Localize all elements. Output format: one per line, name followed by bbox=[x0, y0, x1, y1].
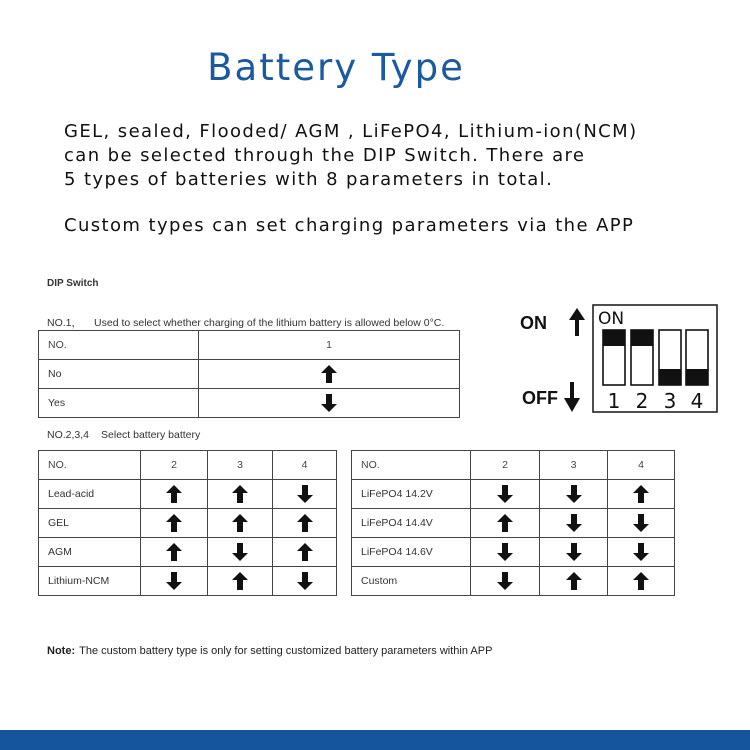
table-row bbox=[39, 538, 337, 567]
arrow-down-icon bbox=[566, 543, 582, 561]
row-label: AGM bbox=[39, 538, 141, 567]
arrow-up-icon bbox=[321, 365, 337, 383]
table-row bbox=[352, 480, 675, 509]
header-cell-switch-2: 2 bbox=[141, 451, 208, 480]
switch-state-cell bbox=[141, 567, 208, 596]
switch-state-cell bbox=[540, 538, 608, 567]
switch-state-cell bbox=[141, 509, 208, 538]
arrow-down-icon bbox=[633, 543, 649, 561]
section1-table bbox=[38, 330, 460, 418]
table-row bbox=[352, 567, 675, 596]
switch-state-cell bbox=[273, 480, 337, 509]
arrow-down-icon bbox=[497, 572, 513, 590]
header-cell-switch-3: 3 bbox=[540, 451, 608, 480]
table-header-row bbox=[39, 451, 337, 480]
note-label: Note: bbox=[47, 645, 76, 657]
page-title: Battery Type bbox=[207, 46, 465, 89]
description-line-2: can be selected through the DIP Switch. There are bbox=[64, 145, 586, 166]
table-row bbox=[39, 567, 337, 596]
dip-switch-heading: DIP Switch bbox=[47, 278, 99, 289]
arrow-up-icon bbox=[166, 514, 182, 532]
switch-state-cell bbox=[471, 567, 540, 596]
switch-state-cell bbox=[199, 360, 460, 389]
arrow-up-icon bbox=[633, 572, 649, 590]
table-row bbox=[39, 509, 337, 538]
on-label: ON bbox=[520, 313, 547, 333]
switch-state-cell bbox=[208, 480, 273, 509]
table-header-row bbox=[39, 331, 460, 360]
arrow-up-icon bbox=[232, 572, 248, 590]
table-header-row bbox=[352, 451, 675, 480]
arrow-down-icon bbox=[566, 514, 582, 532]
arrow-down-icon bbox=[497, 543, 513, 561]
battery-table-left bbox=[38, 450, 337, 596]
table-row bbox=[352, 538, 675, 567]
dip-switch-graphic bbox=[520, 300, 720, 420]
switch-state-cell bbox=[608, 480, 675, 509]
dip-switch-knob bbox=[631, 330, 653, 346]
header-cell-no: NO. bbox=[39, 451, 141, 480]
row-label: LiFePO4 14.6V bbox=[352, 538, 471, 567]
note-text: The custom battery type is only for setting customized battery parameters within APP bbox=[79, 645, 493, 657]
switch-state-cell bbox=[208, 538, 273, 567]
description-custom-line: Custom types can set charging parameters via the APP bbox=[64, 215, 635, 236]
dip-switch-number: 4 bbox=[690, 389, 704, 413]
footer-bar bbox=[0, 730, 750, 750]
arrow-up-icon bbox=[232, 514, 248, 532]
table-row bbox=[352, 509, 675, 538]
switch-state-cell bbox=[608, 567, 675, 596]
section2-number: NO.2,3,4 bbox=[47, 429, 90, 441]
switch-state-cell bbox=[608, 509, 675, 538]
header-cell-switch-2: 2 bbox=[471, 451, 540, 480]
row-label: Custom bbox=[352, 567, 471, 596]
row-label: GEL bbox=[39, 509, 141, 538]
switch-state-cell bbox=[471, 538, 540, 567]
row-label: Lead-acid bbox=[39, 480, 141, 509]
section2-caption bbox=[47, 429, 212, 441]
table-row bbox=[39, 360, 460, 389]
dip-switch-number: 1 bbox=[607, 389, 621, 413]
dip-switch-knob bbox=[686, 369, 708, 385]
row-label: LiFePO4 14.4V bbox=[352, 509, 471, 538]
dip-switch-number: 3 bbox=[663, 389, 677, 413]
switch-state-cell bbox=[540, 480, 608, 509]
section1-text: Used to select whether charging of the lithium battery is allowed below 0°C. bbox=[94, 317, 445, 329]
table-row bbox=[39, 389, 460, 418]
switch-state-cell bbox=[273, 538, 337, 567]
description-line-3: 5 types of batteries with 8 parameters in total. bbox=[64, 169, 554, 190]
arrow-up-icon bbox=[569, 308, 585, 336]
description-line-1: GEL, sealed, Flooded/ AGM , LiFePO4, Lithium-ion(NCM) bbox=[64, 121, 638, 142]
switch-state-cell bbox=[608, 538, 675, 567]
arrow-down-icon bbox=[297, 485, 313, 503]
switch-state-cell bbox=[471, 509, 540, 538]
arrow-up-icon bbox=[166, 543, 182, 561]
arrow-up-icon bbox=[297, 543, 313, 561]
row-label: No bbox=[39, 360, 199, 389]
note bbox=[47, 645, 492, 657]
header-cell-switch-4: 4 bbox=[608, 451, 675, 480]
arrow-up-icon bbox=[633, 485, 649, 503]
switch-state-cell bbox=[199, 389, 460, 418]
arrow-up-icon bbox=[232, 485, 248, 503]
switch-state-cell bbox=[273, 567, 337, 596]
switch-state-cell bbox=[471, 480, 540, 509]
row-label: LiFePO4 14.2V bbox=[352, 480, 471, 509]
arrow-down-icon bbox=[321, 394, 337, 412]
header-cell-switch-4: 4 bbox=[273, 451, 337, 480]
dip-top-label: ON bbox=[598, 309, 625, 329]
arrow-down-icon bbox=[566, 485, 582, 503]
switch-state-cell bbox=[141, 538, 208, 567]
arrow-up-icon bbox=[297, 514, 313, 532]
switch-state-cell bbox=[540, 567, 608, 596]
arrow-down-icon bbox=[297, 572, 313, 590]
dip-switch-knob bbox=[659, 369, 681, 385]
section1-caption bbox=[47, 315, 456, 330]
switch-state-cell bbox=[141, 480, 208, 509]
switch-state-cell bbox=[273, 509, 337, 538]
header-cell-no: NO. bbox=[352, 451, 471, 480]
arrow-down-icon bbox=[232, 543, 248, 561]
dip-switch-number: 2 bbox=[635, 389, 649, 413]
arrow-down-icon bbox=[166, 572, 182, 590]
arrow-up-icon bbox=[497, 514, 513, 532]
description bbox=[64, 120, 744, 238]
arrow-up-icon bbox=[166, 485, 182, 503]
row-label: Yes bbox=[39, 389, 199, 418]
battery-table-right bbox=[351, 450, 675, 596]
header-cell-no: NO. bbox=[39, 331, 199, 360]
header-cell-switch-1: 1 bbox=[199, 331, 460, 360]
dip-switch-knob bbox=[603, 330, 625, 346]
header-cell-switch-3: 3 bbox=[208, 451, 273, 480]
switch-state-cell bbox=[208, 567, 273, 596]
section2-text: Select battery battery bbox=[101, 429, 201, 441]
off-label: OFF bbox=[522, 388, 558, 408]
table-row bbox=[39, 480, 337, 509]
row-label: Lithium-NCM bbox=[39, 567, 141, 596]
arrow-up-icon bbox=[566, 572, 582, 590]
arrow-down-icon bbox=[633, 514, 649, 532]
arrow-down-icon bbox=[564, 382, 580, 412]
section1-number: NO.1， bbox=[47, 317, 83, 329]
switch-state-cell bbox=[540, 509, 608, 538]
arrow-down-icon bbox=[497, 485, 513, 503]
switch-state-cell bbox=[208, 509, 273, 538]
